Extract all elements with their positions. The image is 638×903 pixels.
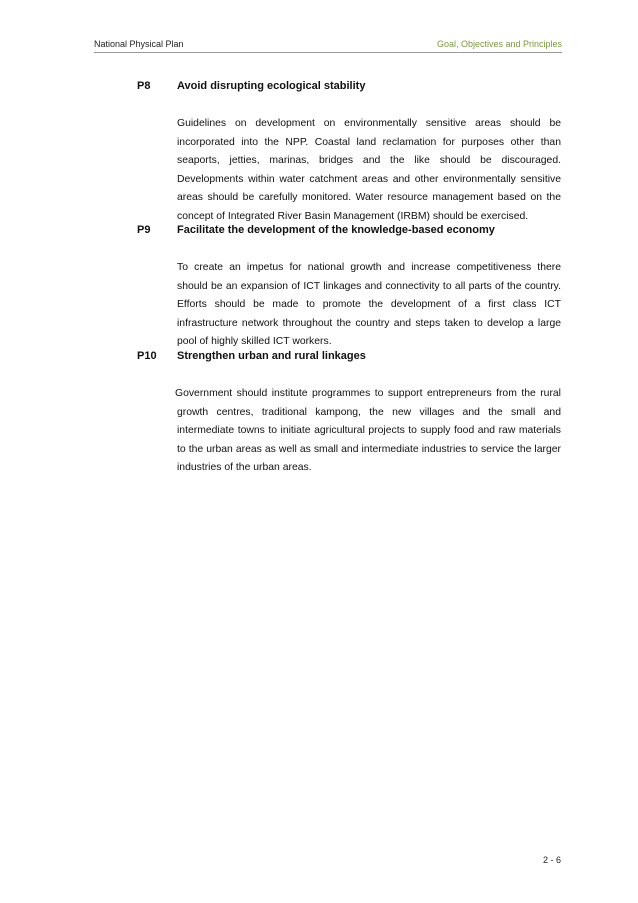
principle-code: P8: [137, 80, 151, 92]
page-header: [94, 37, 562, 53]
principle-body: Government should institute programmes to support entrepreneurs from the rural growth centres, traditional kampong, the new villages and the small and intermediate towns to initiate agricultural projects to supply food and raw materials to the urban areas as well as small and intermediate industries to service the larger industries of the urban areas.: [175, 388, 561, 474]
principle-title: Strengthen urban and rural linkages: [177, 350, 366, 362]
chapter-title: Goal, Objectives and Principles: [436, 39, 562, 49]
principle-p8: [137, 80, 561, 227]
principle-title: Avoid disrupting ecological stability: [177, 80, 366, 92]
principle-heading: [137, 350, 561, 370]
principle-code: P9: [137, 224, 151, 236]
principle-p9: [137, 224, 561, 352]
principle-title: Facilitate the development of the knowledge-based economy: [177, 224, 495, 236]
page-number: 2 - 6: [542, 855, 561, 865]
document-title: National Physical Plan: [94, 39, 184, 49]
principle-heading: [137, 80, 561, 100]
principle-heading: [137, 224, 561, 244]
principle-p10: [137, 350, 561, 478]
principle-body: Guidelines on development on environmentally sensitive areas should be incorporated into the NPP. Coastal land reclamation for purposes other than seaports, jetties, marinas, bridges and the like should be discouraged. Developments within water catchment areas and other environmentally sensitive areas should be carefully monitored. Water resource management based on the concept of Integrated River Basin Management (IRBM) should be exercised.: [177, 118, 561, 222]
principle-body: To create an impetus for national growth and increase competitiveness there should be an expansion of ICT linkages and connectivity to all parts of the country. Efforts should be made to promote the development of a first class ICT infrastructure network throughout the country and steps taken to develop a large pool of highly skilled ICT workers.: [177, 262, 561, 348]
principle-code: P10: [137, 350, 157, 362]
